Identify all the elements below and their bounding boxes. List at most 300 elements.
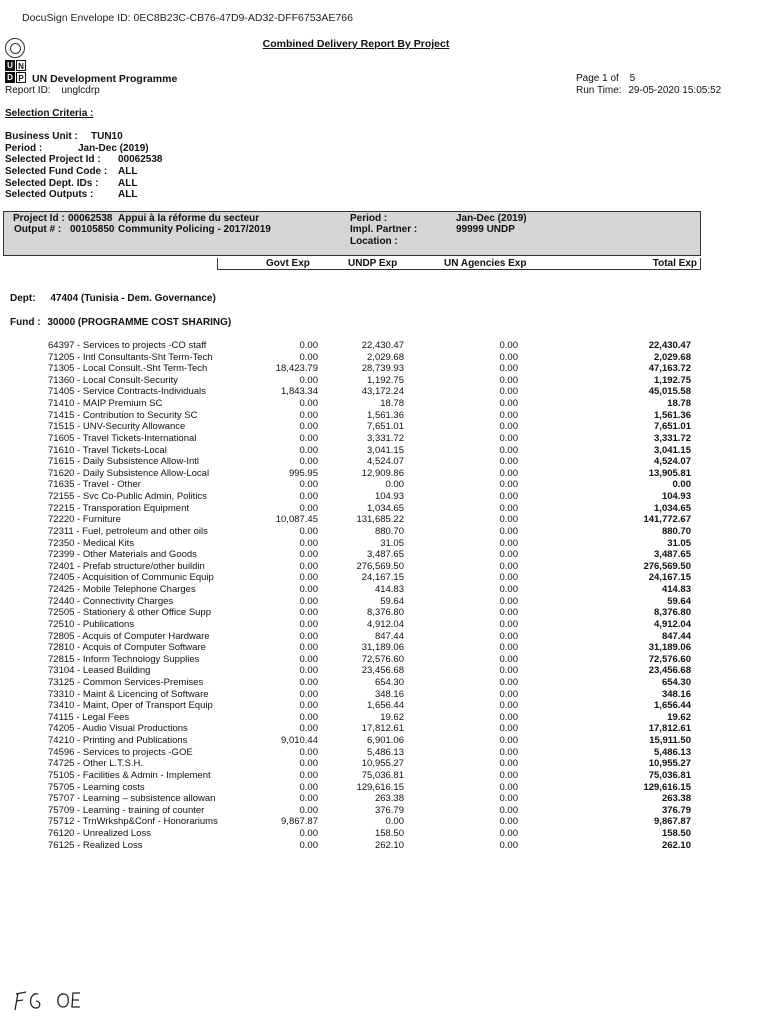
row-total-exp: 17,812.61 — [648, 723, 691, 735]
row-description: 72311 - Fuel, petroleum and other oils — [48, 525, 208, 537]
criteria-label: Selected Project Id : — [5, 154, 101, 165]
table-row — [0, 631, 770, 643]
output-id: 00105850 — [70, 224, 115, 235]
row-govt-exp: 0.00 — [299, 793, 318, 805]
table-row — [0, 375, 770, 387]
row-agencies-exp: 0.00 — [499, 374, 518, 386]
row-agencies-exp: 0.00 — [499, 746, 518, 758]
row-description: 72510 - Publications — [48, 618, 135, 630]
table-row — [0, 491, 770, 503]
criteria-value: ALL — [118, 178, 138, 189]
row-undp-exp: 4,524.07 — [367, 456, 404, 468]
partner-value: 99999 UNDP — [456, 224, 515, 235]
row-agencies-exp: 0.00 — [499, 723, 518, 735]
row-undp-exp: 72,576.60 — [361, 653, 404, 665]
col-undp-exp: UNDP Exp — [348, 258, 398, 269]
row-total-exp: 72,576.60 — [648, 653, 691, 665]
criteria-value: Jan-Dec (2019) — [78, 143, 149, 154]
row-undp-exp: 6,901.06 — [367, 735, 404, 747]
row-undp-exp: 7,651.01 — [367, 421, 404, 433]
location-label: Location : — [350, 236, 398, 247]
table-row — [0, 735, 770, 747]
criteria-dept-ids — [5, 178, 138, 189]
row-agencies-exp: 0.00 — [499, 514, 518, 526]
run-time-label: Run Time: — [576, 85, 622, 96]
row-govt-exp: 0.00 — [299, 839, 318, 851]
page-info — [576, 73, 635, 84]
report-title: Combined Delivery Report By Project — [262, 38, 450, 50]
row-description: 75709 - Learning - training of counter — [48, 804, 205, 816]
row-description: 72350 - Medical Kits — [48, 537, 135, 549]
table-row — [0, 479, 770, 491]
row-description: 76125 - Realized Loss — [48, 839, 143, 851]
row-undp-exp: 31.05 — [380, 537, 404, 549]
row-govt-exp: 0.00 — [299, 595, 318, 607]
table-row — [0, 503, 770, 515]
row-description: 71635 - Travel - Other — [48, 479, 141, 491]
row-undp-exp: 131,685.22 — [356, 514, 404, 526]
criteria-label: Business Unit : — [5, 131, 78, 142]
row-total-exp: 75,036.81 — [648, 769, 691, 781]
row-total-exp: 1,656.44 — [654, 700, 691, 712]
table-row — [0, 654, 770, 666]
table-row — [0, 526, 770, 538]
row-agencies-exp: 0.00 — [499, 607, 518, 619]
row-undp-exp: 4,912.04 — [367, 618, 404, 630]
row-undp-exp: 31,189.06 — [361, 642, 404, 654]
row-total-exp: 15,911.50 — [649, 735, 691, 747]
period-label: Period : — [350, 213, 388, 224]
row-govt-exp: 0.00 — [299, 432, 318, 444]
row-description: 71360 - Local Consult-Security — [48, 374, 178, 386]
row-govt-exp: 0.00 — [299, 525, 318, 537]
row-govt-exp: 0.00 — [299, 723, 318, 735]
project-id-label: Project Id : — [13, 213, 65, 224]
row-description: 71410 - MAIP Premium SC — [48, 398, 163, 410]
row-govt-exp: 18,423.79 — [275, 363, 318, 375]
row-undp-exp: 263.38 — [374, 793, 404, 805]
criteria-label: Selected Outputs : — [5, 189, 94, 200]
fund-line — [10, 317, 231, 328]
row-undp-exp: 5,486.13 — [367, 746, 404, 758]
row-description: 64397 - Services to projects -CO staff — [48, 340, 207, 351]
row-total-exp: 654.30 — [661, 676, 691, 688]
criteria-value: TUN10 — [91, 131, 123, 142]
row-total-exp: 3,331.72 — [654, 432, 691, 444]
row-govt-exp: 0.00 — [299, 479, 318, 491]
table-row — [0, 363, 770, 375]
row-total-exp: 2,029.68 — [654, 351, 691, 363]
row-description: 73125 - Common Services-Premises — [48, 676, 204, 688]
row-agencies-exp: 0.00 — [499, 467, 518, 479]
row-agencies-exp: 0.00 — [499, 351, 518, 363]
table-row — [0, 816, 770, 828]
row-govt-exp: 0.00 — [299, 711, 318, 723]
report-id-value: unglcdrp — [61, 85, 100, 96]
table-row — [0, 386, 770, 398]
criteria-label: Selected Dept. IDs : — [5, 178, 99, 189]
selection-heading: Selection Criteria : — [5, 108, 94, 119]
envelope-id: DocuSign Envelope ID: 0EC8B23C-CB76-47D9-AD32-DFF6753AE766 — [22, 12, 353, 24]
row-undp-exp: 104.93 — [374, 491, 404, 503]
row-description: 72405 - Acquisition of Communic Equip — [48, 572, 214, 584]
table-row — [0, 747, 770, 759]
row-govt-exp: 0.00 — [299, 491, 318, 503]
row-description: 71610 - Travel Tickets-Local — [48, 444, 167, 456]
row-govt-exp: 1,843.34 — [281, 386, 318, 398]
row-total-exp: 47,163.72 — [648, 363, 691, 375]
row-undp-exp: 654.30 — [374, 676, 404, 688]
row-govt-exp: 0.00 — [299, 781, 318, 793]
table-row — [0, 723, 770, 735]
table-row — [0, 782, 770, 794]
row-description: 75707 - Learning – subsistence allowan — [48, 793, 216, 805]
row-description: 72220 - Furniture — [48, 514, 121, 526]
table-row — [0, 642, 770, 654]
col-total-exp: Total Exp — [652, 258, 697, 269]
row-govt-exp: 0.00 — [299, 409, 318, 421]
row-undp-exp: 28,739.93 — [361, 363, 404, 375]
row-agencies-exp: 0.00 — [499, 653, 518, 665]
row-agencies-exp: 0.00 — [499, 432, 518, 444]
row-description: 74205 - Audio Visual Productions — [48, 723, 188, 735]
output-label: Output # : — [14, 224, 62, 235]
row-description: 71615 - Daily Subsistence Allow-Intl — [48, 456, 200, 468]
table-row — [0, 584, 770, 596]
dept-label: Dept: — [10, 293, 36, 304]
row-undp-exp: 43,172.24 — [361, 386, 404, 398]
logo-letter-n: N — [16, 60, 26, 71]
row-total-exp: 23,456.68 — [648, 665, 691, 677]
row-govt-exp: 0.00 — [299, 340, 318, 351]
row-agencies-exp: 0.00 — [499, 758, 518, 770]
criteria-fund-code — [5, 166, 138, 177]
row-description: 72815 - Inform Technology Supplies — [48, 653, 200, 665]
row-govt-exp: 0.00 — [299, 665, 318, 677]
row-total-exp: 129,616.15 — [643, 781, 691, 793]
row-agencies-exp: 0.00 — [499, 549, 518, 561]
row-total-exp: 348.16 — [661, 688, 691, 700]
un-emblem-icon — [5, 38, 25, 58]
dept-line — [10, 293, 216, 304]
row-description: 71405 - Service Contracts-Individuals — [48, 386, 206, 398]
row-total-exp: 45,015.58 — [648, 386, 691, 398]
row-undp-exp: 129,616.15 — [356, 781, 404, 793]
row-description: 72215 - Transporation Equipment — [48, 502, 190, 514]
project-name: Appui à la réforme du secteur — [118, 213, 260, 224]
row-total-exp: 24,167.15 — [648, 572, 691, 584]
row-total-exp: 31,189.06 — [648, 642, 691, 654]
table-row — [0, 410, 770, 422]
row-agencies-exp: 0.00 — [499, 572, 518, 584]
table-row — [0, 514, 770, 526]
row-description: 75712 - TrnWrkshp&Conf - Honorariums — [48, 816, 218, 828]
row-description: 72505 - Stationery & other Office Supp — [48, 607, 212, 619]
undp-logo — [5, 38, 27, 84]
row-description: 72805 - Acquis of Computer Hardware — [48, 630, 210, 642]
row-description: 71305 - Local Consult.-Sht Term-Tech — [48, 363, 208, 375]
row-total-exp: 5,486.13 — [654, 746, 691, 758]
row-total-exp: 263.38 — [661, 793, 691, 805]
table-row — [0, 572, 770, 584]
row-total-exp: 18.78 — [667, 398, 691, 410]
table-row — [0, 828, 770, 840]
row-description: 74210 - Printing and Publications — [48, 735, 188, 747]
row-govt-exp: 0.00 — [299, 572, 318, 584]
row-agencies-exp: 0.00 — [499, 816, 518, 828]
row-undp-exp: 0.00 — [385, 816, 404, 828]
table-row — [0, 398, 770, 410]
handwritten-initials — [12, 988, 92, 1014]
row-govt-exp: 0.00 — [299, 607, 318, 619]
row-agencies-exp: 0.00 — [499, 398, 518, 410]
row-undp-exp: 59.64 — [380, 595, 404, 607]
row-govt-exp: 0.00 — [299, 758, 318, 770]
row-description: 74115 - Legal Fees — [48, 711, 130, 723]
row-total-exp: 847.44 — [661, 630, 691, 642]
row-description: 73310 - Maint & Licencing of Software — [48, 688, 209, 700]
report-id-label: Report ID: — [5, 85, 51, 96]
row-govt-exp: 0.00 — [299, 584, 318, 596]
row-govt-exp: 0.00 — [299, 688, 318, 700]
row-total-exp: 4,912.04 — [654, 618, 691, 630]
row-total-exp: 262.10 — [661, 839, 691, 851]
row-undp-exp: 2,029.68 — [367, 351, 404, 363]
table-row — [0, 445, 770, 457]
row-total-exp: 9,867.87 — [654, 816, 691, 828]
row-agencies-exp: 0.00 — [499, 560, 518, 572]
logo-letter-p: P — [16, 72, 26, 83]
row-total-exp: 8,376.80 — [654, 607, 691, 619]
row-agencies-exp: 0.00 — [499, 781, 518, 793]
row-undp-exp: 847.44 — [374, 630, 404, 642]
row-undp-exp: 12,909.86 — [361, 467, 404, 479]
row-agencies-exp: 0.00 — [499, 421, 518, 433]
table-row — [0, 421, 770, 433]
page-label: Page 1 of — [576, 73, 619, 84]
row-description: 72810 - Acquis of Computer Software — [48, 642, 206, 654]
row-agencies-exp: 0.00 — [499, 839, 518, 851]
row-description: 76120 - Unrealized Loss — [48, 828, 151, 840]
row-govt-exp: 0.00 — [299, 676, 318, 688]
row-description: 72440 - Connectivity Charges — [48, 595, 174, 607]
row-description: 75105 - Facilities & Admin - Implement — [48, 769, 211, 781]
row-total-exp: 7,651.01 — [654, 421, 691, 433]
row-description: 73104 - Leased Building — [48, 665, 151, 677]
row-agencies-exp: 0.00 — [499, 584, 518, 596]
row-total-exp: 1,561.36 — [654, 409, 691, 421]
row-description: 75705 - Learning costs — [48, 781, 145, 793]
criteria-project-id — [5, 154, 163, 165]
row-description: 72401 - Prefab structure/other buildin — [48, 560, 205, 572]
row-description: 72155 - Svc Co-Public Admin, Politics — [48, 491, 207, 503]
criteria-business-unit — [5, 131, 123, 142]
row-description: 74725 - Other L.T.S.H. — [48, 758, 144, 770]
page-total: 5 — [629, 73, 636, 84]
row-total-exp: 0.00 — [672, 479, 691, 491]
criteria-value: 00062538 — [118, 154, 163, 165]
row-govt-exp: 0.00 — [299, 502, 318, 514]
row-agencies-exp: 0.00 — [499, 340, 518, 351]
row-undp-exp: 414.83 — [374, 584, 404, 596]
org-name: UN Development Programme — [32, 73, 178, 85]
row-undp-exp: 10,955.27 — [361, 758, 404, 770]
table-row — [0, 538, 770, 550]
row-total-exp: 414.83 — [661, 584, 691, 596]
row-total-exp: 1,192.75 — [654, 374, 691, 386]
logo-letter-d: D — [5, 72, 15, 83]
row-agencies-exp: 0.00 — [499, 711, 518, 723]
table-row — [0, 712, 770, 724]
row-agencies-exp: 0.00 — [499, 502, 518, 514]
row-govt-exp: 0.00 — [299, 549, 318, 561]
project-id-value: 00062538 — [68, 213, 113, 224]
row-agencies-exp: 0.00 — [499, 688, 518, 700]
partner-label: Impl. Partner : — [350, 224, 418, 235]
table-row — [0, 352, 770, 364]
row-undp-exp: 1,561.36 — [367, 409, 404, 421]
row-total-exp: 3,041.15 — [654, 444, 691, 456]
fund-value: 30000 (PROGRAMME COST SHARING) — [47, 317, 232, 328]
table-row — [0, 433, 770, 445]
row-govt-exp: 0.00 — [299, 746, 318, 758]
table-row — [0, 340, 770, 352]
row-total-exp: 104.93 — [661, 491, 691, 503]
row-total-exp: 1,034.65 — [654, 502, 691, 514]
row-total-exp: 59.64 — [667, 595, 691, 607]
criteria-value: ALL — [118, 166, 138, 177]
row-undp-exp: 8,376.80 — [367, 607, 404, 619]
run-time-value: 29-05-2020 15:05:52 — [628, 85, 722, 96]
table-row — [0, 549, 770, 561]
col-govt-exp: Govt Exp — [266, 258, 310, 269]
row-undp-exp: 18.78 — [380, 398, 404, 410]
row-agencies-exp: 0.00 — [499, 386, 518, 398]
row-undp-exp: 17,812.61 — [361, 723, 404, 735]
row-total-exp: 4,524.07 — [654, 456, 691, 468]
row-total-exp: 276,569.50 — [643, 560, 691, 572]
row-total-exp: 31.05 — [667, 537, 691, 549]
table-row — [0, 665, 770, 677]
row-undp-exp: 348.16 — [374, 688, 404, 700]
row-govt-exp: 0.00 — [299, 700, 318, 712]
table-row — [0, 677, 770, 689]
row-agencies-exp: 0.00 — [499, 769, 518, 781]
table-row — [0, 607, 770, 619]
criteria-label: Selected Fund Code : — [5, 166, 108, 177]
row-govt-exp: 0.00 — [299, 804, 318, 816]
criteria-outputs — [5, 189, 138, 200]
row-description: 71415 - Contribution to Security SC — [48, 409, 198, 421]
row-undp-exp: 3,331.72 — [367, 432, 404, 444]
row-total-exp: 13,905.81 — [648, 467, 691, 479]
col-agencies-exp: UN Agencies Exp — [444, 258, 527, 269]
row-agencies-exp: 0.00 — [499, 793, 518, 805]
row-description: 73410 - Maint, Oper of Transport Equip — [48, 700, 213, 712]
row-undp-exp: 1,034.65 — [367, 502, 404, 514]
row-total-exp: 141,772.67 — [643, 514, 691, 526]
row-undp-exp: 3,041.15 — [367, 444, 404, 456]
row-undp-exp: 376.79 — [374, 804, 404, 816]
row-undp-exp: 0.00 — [385, 479, 404, 491]
row-agencies-exp: 0.00 — [499, 595, 518, 607]
row-total-exp: 158.50 — [661, 828, 691, 840]
row-agencies-exp: 0.00 — [499, 363, 518, 375]
row-govt-exp: 0.00 — [299, 769, 318, 781]
row-agencies-exp: 0.00 — [499, 444, 518, 456]
row-description: 71620 - Daily Subsistence Allow-Local — [48, 467, 210, 479]
row-undp-exp: 1,656.44 — [367, 700, 404, 712]
row-govt-exp: 995.95 — [288, 467, 318, 479]
row-total-exp: 3,487.65 — [654, 549, 691, 561]
table-row — [0, 793, 770, 805]
report-id — [5, 85, 100, 96]
fund-label: Fund : — [10, 317, 41, 328]
row-description: 74596 - Services to projects -GOE — [48, 746, 193, 758]
row-total-exp: 22,430.47 — [648, 340, 691, 351]
criteria-value: ALL — [118, 189, 138, 200]
row-agencies-exp: 0.00 — [499, 409, 518, 421]
row-undp-exp: 23,456.68 — [361, 665, 404, 677]
row-govt-exp: 0.00 — [299, 444, 318, 456]
row-undp-exp: 276,569.50 — [356, 560, 404, 572]
table-row — [0, 700, 770, 712]
row-description: 71205 - Intl Consultants-Sht Term-Tech — [48, 351, 213, 363]
row-undp-exp: 22,430.47 — [361, 340, 404, 351]
row-description: 71515 - UNV-Security Allowance — [48, 421, 186, 433]
row-govt-exp: 0.00 — [299, 456, 318, 468]
row-govt-exp: 0.00 — [299, 828, 318, 840]
row-total-exp: 10,955.27 — [648, 758, 691, 770]
row-total-exp: 376.79 — [661, 804, 691, 816]
row-undp-exp: 880.70 — [374, 525, 404, 537]
run-time — [576, 85, 721, 96]
table-row — [0, 805, 770, 817]
row-agencies-exp: 0.00 — [499, 479, 518, 491]
row-govt-exp: 0.00 — [299, 642, 318, 654]
row-govt-exp: 0.00 — [299, 618, 318, 630]
row-description: 72399 - Other Materials and Goods — [48, 549, 197, 561]
table-row — [0, 758, 770, 770]
column-headers — [217, 258, 701, 270]
row-undp-exp: 19.62 — [380, 711, 404, 723]
project-header-box — [3, 211, 701, 256]
table-row — [0, 596, 770, 608]
row-agencies-exp: 0.00 — [499, 700, 518, 712]
row-agencies-exp: 0.00 — [499, 735, 518, 747]
row-undp-exp: 158.50 — [374, 828, 404, 840]
row-govt-exp: 0.00 — [299, 421, 318, 433]
row-total-exp: 19.62 — [667, 711, 691, 723]
period-value: Jan-Dec (2019) — [456, 213, 527, 224]
table-row — [0, 468, 770, 480]
row-description: 71605 - Travel Tickets-International — [48, 432, 197, 444]
row-agencies-exp: 0.00 — [499, 618, 518, 630]
table-row — [0, 456, 770, 468]
output-name: Community Policing - 2017/2019 — [118, 224, 271, 235]
criteria-period — [5, 143, 149, 154]
row-agencies-exp: 0.00 — [499, 456, 518, 468]
row-govt-exp: 0.00 — [299, 630, 318, 642]
row-agencies-exp: 0.00 — [499, 665, 518, 677]
row-agencies-exp: 0.00 — [499, 537, 518, 549]
row-total-exp: 880.70 — [661, 525, 691, 537]
row-govt-exp: 10,087.45 — [275, 514, 318, 526]
row-undp-exp: 262.10 — [374, 839, 404, 851]
row-description: 72425 - Mobile Telephone Charges — [48, 584, 196, 596]
row-agencies-exp: 0.00 — [499, 491, 518, 503]
table-row — [0, 840, 770, 852]
